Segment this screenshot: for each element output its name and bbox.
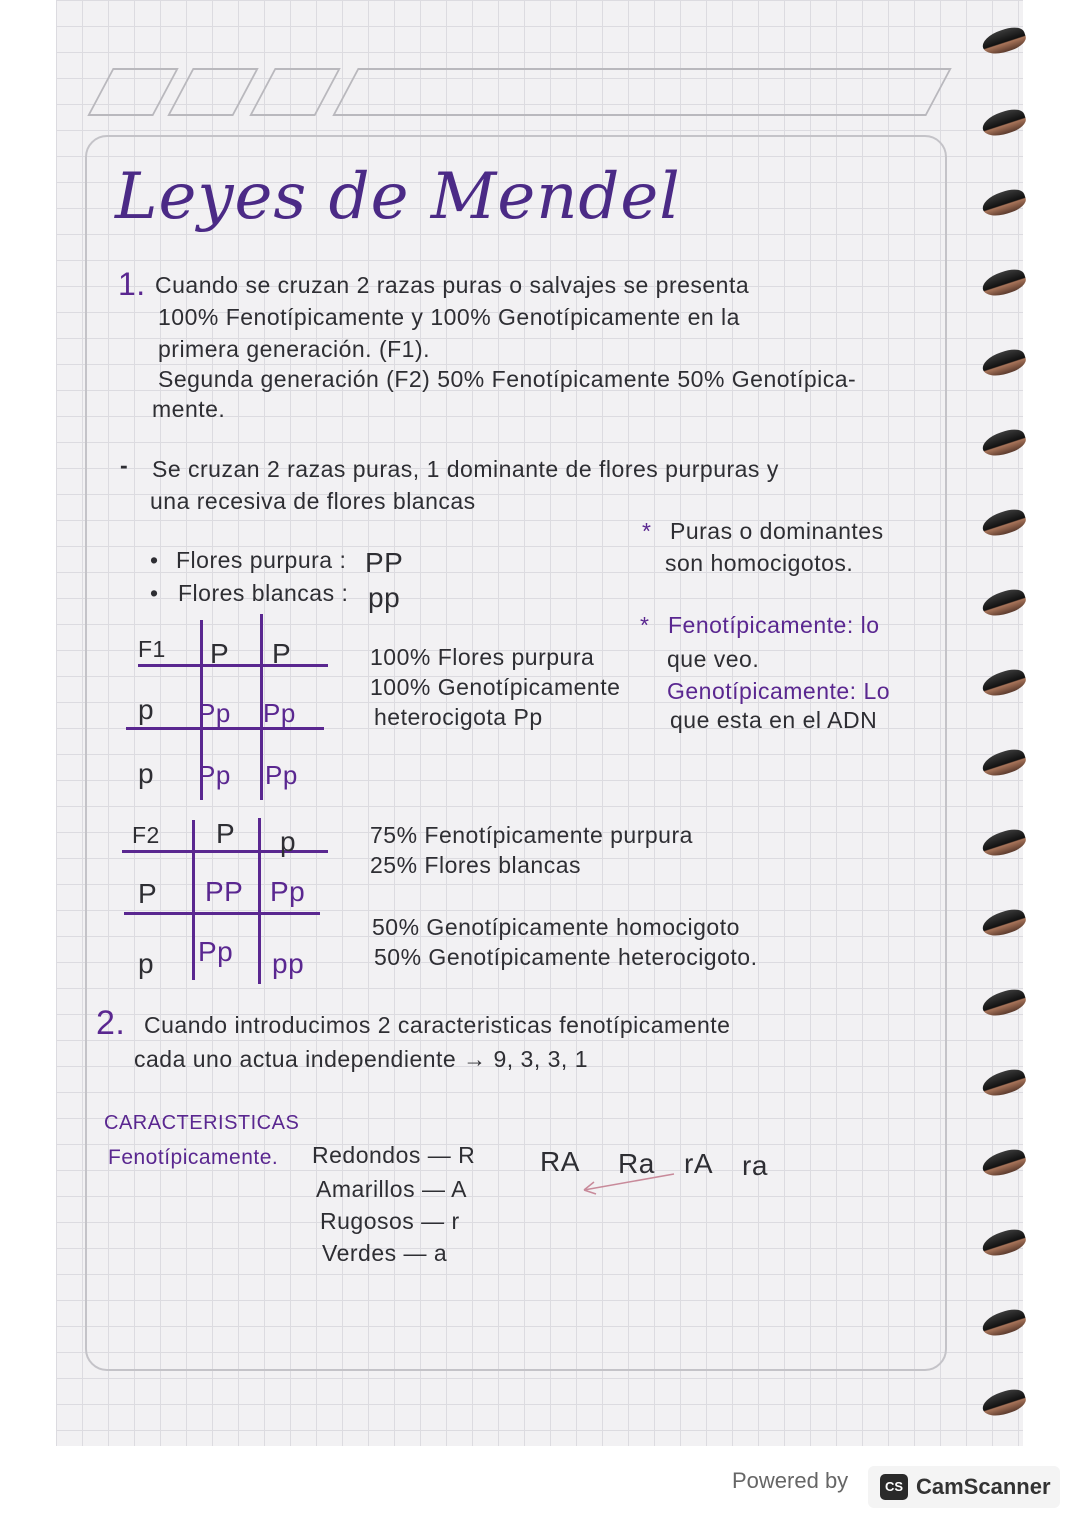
note-line: Fenotípicamente: lo	[668, 612, 880, 638]
f1-result: heterocigota Pp	[374, 704, 543, 730]
trait: Amarillos — A	[316, 1176, 467, 1202]
punnett-cell: Pp	[263, 698, 296, 728]
allele-label: Flores blancas :	[178, 580, 349, 606]
punnett-cell: pp	[272, 948, 305, 979]
f2-result: 75% Fenotípicamente purpura	[370, 822, 693, 848]
allele-value: PP	[365, 547, 404, 578]
punnett-header: P	[210, 638, 230, 669]
punnett-header: p	[138, 758, 155, 789]
note-line: que esta en el ADN	[670, 707, 878, 733]
punnett-cell: Pp	[198, 760, 231, 790]
note-line: son homocigotos.	[665, 550, 854, 576]
text-line: Se cruzan 2 razas puras, 1 dominante de flores purpuras y	[152, 456, 779, 482]
punnett-header: P	[216, 818, 236, 849]
bullet: -	[120, 452, 129, 478]
f2-result: 50% Genotípicamente heterocigoto.	[374, 944, 758, 970]
bullet-dot: •	[150, 547, 159, 573]
note-line: Genotípicamente: Lo	[667, 678, 891, 704]
note-line: que veo.	[667, 646, 760, 672]
punnett-corner: F2	[132, 822, 160, 848]
text-line: primera generación. (F1).	[158, 336, 430, 362]
bullet-dot: •	[150, 580, 159, 606]
trait: Verdes — a	[322, 1240, 448, 1266]
characteristics-subheading: Fenotípicamente.	[108, 1146, 279, 1169]
punnett-header: p	[280, 826, 297, 857]
section-number: 1.	[118, 266, 146, 302]
text-line: Segunda generación (F2) 50% Fenotípicamente 50% Genotípica-	[158, 366, 857, 392]
f2-result: 50% Genotípicamente homocigoto	[372, 914, 740, 940]
f1-result: 100% Flores purpura	[370, 644, 595, 670]
combo: rA	[684, 1148, 713, 1179]
note-line: Puras o dominantes	[670, 518, 884, 544]
f2-result: 25% Flores blancas	[370, 852, 581, 878]
punnett-cell: Pp	[198, 698, 231, 728]
punnett-header: p	[138, 948, 155, 979]
punnett-header: P	[138, 878, 158, 909]
combo: ra	[742, 1150, 768, 1181]
asterisk-icon: *	[642, 518, 652, 544]
arrow-icon	[578, 1170, 678, 1196]
allele-label: Flores purpura :	[176, 547, 347, 573]
asterisk-icon: *	[640, 612, 650, 638]
camscanner-logo-icon: CS	[880, 1474, 908, 1500]
punnett-corner: F1	[138, 636, 166, 662]
text-line: Cuando se cruzan 2 razas puras o salvajes se presenta	[155, 272, 750, 298]
punnett-cell: PP	[205, 876, 244, 907]
header-box	[332, 68, 952, 116]
punnett-cell: Pp	[265, 760, 298, 790]
punnett-cell: Pp	[270, 876, 306, 907]
trait: Rugosos — r	[320, 1208, 460, 1234]
combo: Ra	[618, 1148, 655, 1179]
characteristics-heading: CARACTERISTICAS	[104, 1112, 300, 1134]
text-line: 100% Fenotípicamente y 100% Genotípicamente en la	[158, 304, 740, 330]
text-line: Cuando introducimos 2 caracteristicas fenotípicamente	[144, 1012, 731, 1038]
punnett-header: p	[138, 694, 155, 725]
f1-result: 100% Genotípicamente	[370, 674, 621, 700]
text-line: cada uno actua independiente → 9, 3, 3, 1	[134, 1046, 588, 1072]
punnett-header: P	[272, 638, 292, 669]
camscanner-brand: CamScanner	[916, 1474, 1051, 1499]
camscanner-badge	[868, 1466, 1060, 1508]
page-title: Leyes de Mendel	[115, 160, 681, 234]
section-number: 2.	[96, 1004, 126, 1042]
trait: Redondos — R	[312, 1142, 476, 1168]
punnett-cell: Pp	[198, 936, 234, 967]
powered-by-text: Powered by	[732, 1468, 849, 1493]
allele-value: pp	[368, 582, 401, 613]
text-line: una recesiva de flores blancas	[150, 488, 476, 514]
combo: RA	[540, 1146, 580, 1177]
text-line: mente.	[152, 396, 226, 422]
